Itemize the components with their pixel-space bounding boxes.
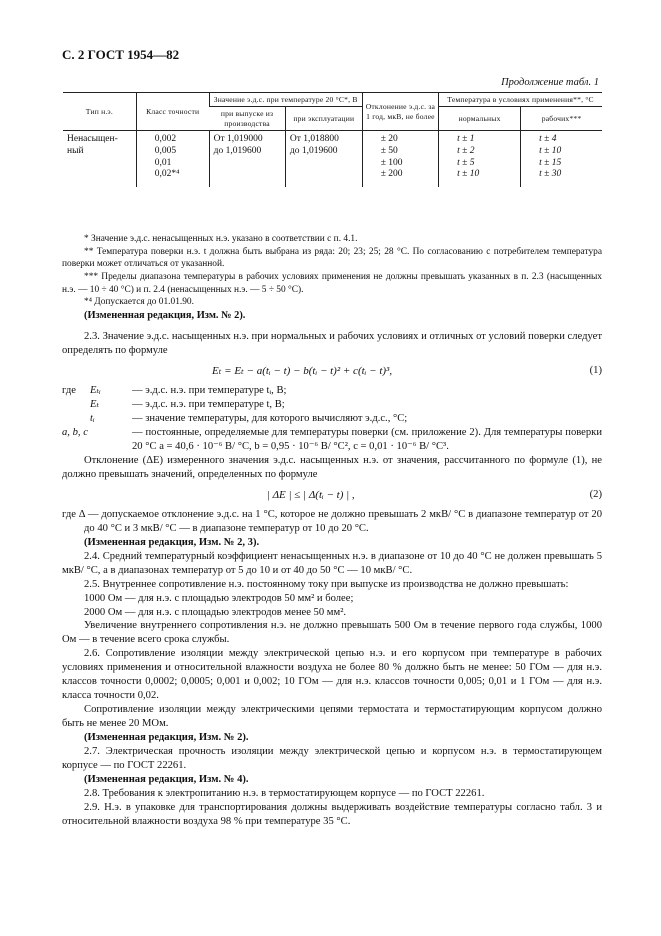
col-temp-normal-header: нормальных	[439, 107, 521, 131]
definition-symbol: Eₜᵢ	[90, 384, 101, 396]
col-class-header: Класс точности	[136, 93, 209, 131]
definition-text: — э.д.с. н.э. при температуре tᵢ, В;	[132, 384, 287, 396]
footnote-4: *⁴ Допускается до 01.01.90.	[84, 297, 194, 308]
definition-row	[62, 412, 602, 426]
formula-1	[62, 362, 602, 384]
cell-temp-working: t ± 4 t ± 10 t ± 15 t ± 30	[521, 131, 602, 187]
definition-row	[62, 384, 602, 398]
delta-definition: где Δ — допускаемое отклонение э.д.с. на 1 °С, которое не должно превышать 2 мкВ/ °С в диапазоне температур от 20 до 40 °С и 3 мкВ/ °С — в диапазоне температур от 10 до 20 °С.	[62, 508, 602, 534]
formula-2-number: (2)	[589, 488, 602, 500]
cell-temp-normal: t ± 1 t ± 2 t ± 5 t ± 10	[439, 131, 521, 187]
definition-symbol: tᵢ	[90, 412, 95, 424]
col-temp-working-header: рабочих***	[521, 107, 602, 131]
clause-2-5-item-a: 1000 Ом — для н.э. с площадью электродов 50 мм² и более;	[84, 592, 354, 604]
formula-1-expression: Eₜ = Eₜ − a(tᵢ − t) − b(tᵢ − t)² + c(tᵢ − t)³,	[212, 364, 393, 377]
col-emf-header: Значение э.д.с. при температуре 20 °С*, В	[209, 93, 362, 107]
table-1	[63, 92, 602, 187]
formula-2-expression: | ΔE | ≤ | Δ(tᵢ − t) | ,	[267, 488, 355, 501]
definition-row	[62, 398, 602, 412]
definition-where: где	[62, 384, 76, 396]
col-emf-production-header: при выпуске из производства	[209, 107, 285, 131]
clause-2-6: 2.6. Сопротивление изоляции между электрической цепью н.э. и его корпусом при температуре в рабочих условиях применения и относительной влажности воздуха не более 80 % должно быть не менее: 50 ГОм — для н.э. классов точности 0,0002; 0,0005; 0,001 и 0,002; 10 ГОм — для н.э. классов точности 0,005; 0,01 и 1 ГОм — для н.э. класса точности 0,02.	[62, 648, 602, 702]
footnote-1: * Значение э.д.с. ненасыщенных н.э. указано в соответствии с п. 4.1.	[84, 234, 358, 244]
definition-symbol: a, b, c	[62, 426, 88, 438]
edition-note: (Измененная редакция, Изм. № 2).	[84, 310, 246, 322]
definition-row	[62, 426, 602, 454]
clause-2-3: 2.3. Значение э.д.с. насыщенных н.э. при нормальных и рабочих условиях и отличных от условий поверки следует определять по формуле	[62, 331, 602, 356]
footnote-2: ** Температура поверки н.э. t должна быть выбрана из ряда: 20; 23; 25; 28 °С. По согласованию с потребителем температура поверки может отличаться от указанной.	[62, 246, 602, 270]
clause-2-5: 2.5. Внутреннее сопротивление н.э. постоянному току при выпуске из производства не должно превышать:	[84, 578, 569, 590]
table-row	[63, 131, 602, 187]
cell-emf-operation: От 1,018800 до 1,019600	[285, 131, 362, 187]
col-temperature-header: Температура в условиях применения**, °С	[439, 93, 602, 107]
clause-2-8: 2.8. Требования к электропитанию н.э. в термостатирующем корпусе — по ГОСТ 22261.	[84, 788, 485, 800]
col-type-header: Тип н.э.	[63, 93, 136, 131]
cell-type: Ненасыщен-ный	[67, 134, 118, 157]
clause-2-7: 2.7. Электрическая прочность изоляции между электрической цепью и корпусом н.э. в термостатирующем корпусе — по ГОСТ 22261.	[62, 746, 602, 772]
clause-2-5-item-b: 2000 Ом — для н.э. с площадью электродов менее 50 мм².	[84, 606, 347, 618]
edition-note: (Измененная редакция, Изм. № 2, 3).	[84, 536, 260, 548]
definition-text: — постоянные, определяемые для температуры поверки (см. приложение 2). Для температуры поверки 20 °С a = 40,6 · 10⁻⁶ В/ °С, b = 0,95 · 10⁻⁶ В/ °С², c = 0,01 · 10⁻⁶ В/ °С³.	[132, 426, 602, 452]
cell-class: 0,002 0,005 0,01 0,02*⁴	[136, 131, 209, 187]
formula-definitions	[62, 384, 602, 454]
clause-2-5-note: Увеличение внутреннего сопротивления н.э. не должно превышать 500 Ом в течение первого года службы, 1000 Ом — в течение всего срока службы.	[62, 620, 602, 646]
footnote-3: *** Пределы диапазона температуры в рабочих условиях применения не должны превышать указанных в п. 2.3 (насыщенных н.э. — 10 ÷ 40 °С) и п. 2.4 (ненасыщенных н.э. — 5 ÷ 50 °С).	[62, 272, 602, 295]
page-header: С. 2 ГОСТ 1954—82	[62, 47, 180, 62]
cell-emf-production: От 1,019000 до 1,019600	[209, 131, 285, 187]
edition-note: (Измененная редакция, Изм. № 4).	[84, 774, 249, 786]
table-continuation-label: Продолжение табл. 1	[501, 77, 599, 88]
formula-2	[62, 486, 602, 508]
formula-1-number: (1)	[589, 364, 602, 376]
definition-symbol: Eₜ	[90, 398, 100, 410]
col-emf-operation-header: при эксплуатации	[285, 107, 362, 131]
clause-2-4: 2.4. Средний температурный коэффициент ненасыщенных н.э. в диапазоне от 10 до 40 °С не должен превышать 5 мкВ/ °С, а в диапазонах температур от 5 до 10 и от 40 до 50 °С — 10 мкВ/ °С.	[62, 550, 602, 576]
clause-2-6-note: Сопротивление изоляции между электрическими цепями термостата и термостатирующим корпусом должно быть не менее 20 МОм.	[62, 704, 602, 730]
edition-note: (Измененная редакция, Изм. № 2).	[84, 732, 249, 744]
table-footnotes	[62, 233, 602, 323]
deviation-paragraph: Отклонение (ΔE) измеренного значения э.д.с. насыщенных н.э. от значения, рассчитанного по формуле (1), не должно превышать значений, определенных по формуле	[62, 454, 602, 480]
col-deviation-header: Отклонение э.д.с. за 1 год, мкВ, не более	[362, 93, 438, 131]
clause-2-9: 2.9. Н.э. в упаковке для транспортирования должны выдерживать воздействие температуры согласно табл. 3 и относительной влажности воздуха 98 % при температуре 35 °С.	[62, 802, 602, 828]
definition-text: — э.д.с. н.э. при температуре t, В;	[132, 398, 285, 410]
document-body	[62, 330, 602, 829]
definition-text: — значение температуры, для которого вычисляют э.д.с., °С;	[132, 412, 408, 424]
cell-deviation: ± 20 ± 50 ± 100 ± 200	[362, 131, 438, 187]
